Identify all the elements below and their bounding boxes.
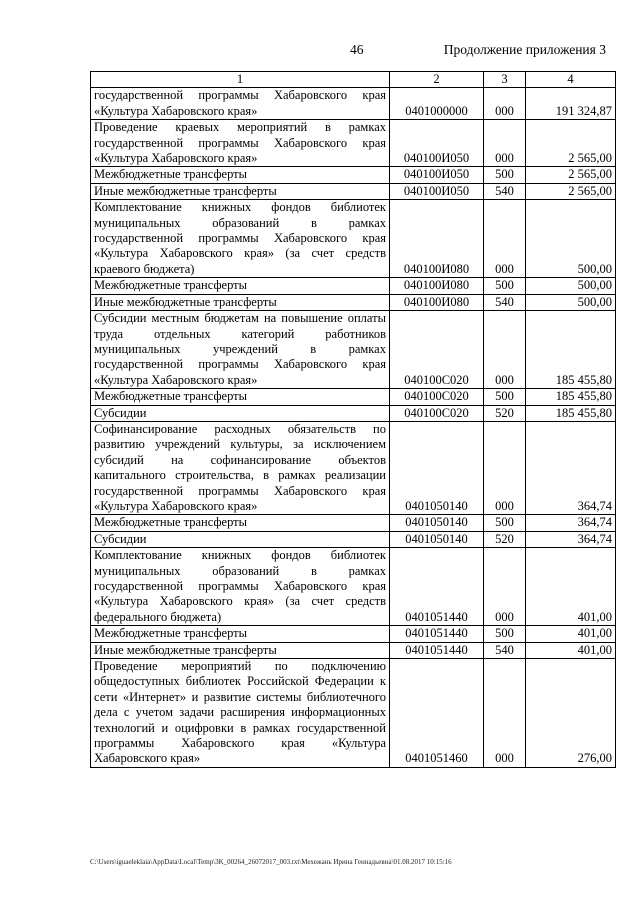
row-code-cell: 040100И050 (390, 120, 484, 167)
row-code-cell: 040100С020 (390, 311, 484, 389)
table-row (91, 278, 616, 294)
row-name-cell: Иные межбюджетные трансферты (91, 294, 390, 310)
row-kind-cell: 540 (484, 183, 526, 199)
row-kind-cell: 540 (484, 642, 526, 658)
table-row (91, 626, 616, 642)
row-kind-cell: 000 (484, 421, 526, 514)
row-amount-cell: 185 455,80 (526, 389, 616, 405)
row-amount-cell: 401,00 (526, 548, 616, 626)
table-row (91, 515, 616, 531)
row-name-cell: Комплектование книжных фондов библиотек муниципальных образований в рамках государственной программы Хабаровского края «Культура Хабаровского края» (за счет средств краевого бюджета) (91, 200, 390, 278)
budget-table (90, 71, 616, 768)
row-amount-cell: 500,00 (526, 278, 616, 294)
row-name-cell: Субсидии (91, 531, 390, 547)
row-code-cell: 0401050140 (390, 515, 484, 531)
row-amount-cell: 276,00 (526, 659, 616, 768)
row-kind-cell: 500 (484, 389, 526, 405)
table-row (91, 548, 616, 626)
row-code-cell: 040100С020 (390, 405, 484, 421)
table-row (91, 311, 616, 389)
row-amount-cell: 364,74 (526, 421, 616, 514)
table-row (91, 120, 616, 167)
row-kind-cell: 000 (484, 659, 526, 768)
row-kind-cell: 520 (484, 531, 526, 547)
row-name-cell: Субсидии (91, 405, 390, 421)
table-row (91, 659, 616, 768)
row-code-cell: 040100С020 (390, 389, 484, 405)
row-name-cell: государственной программы Хабаровского края «Культура Хабаровского края» (91, 88, 390, 120)
row-amount-cell: 500,00 (526, 200, 616, 278)
row-amount-cell: 364,74 (526, 531, 616, 547)
row-name-cell: Софинансирование расходных обязательств по развитию учреждений культуры, за исключением субсидий на софинансирование объектов капитального строительства, в рамках реализации государственной программы Хабаровского края «Культура Хабаровского края» (91, 421, 390, 514)
appendix-continuation-label: Продолжение приложения 3 (443, 42, 606, 57)
table-row (91, 531, 616, 547)
row-code-cell: 0401051440 (390, 548, 484, 626)
table-row (91, 389, 616, 405)
row-kind-cell: 500 (484, 167, 526, 183)
page-number: 46 (350, 42, 364, 57)
row-amount-cell: 2 565,00 (526, 120, 616, 167)
row-name-cell: Иные межбюджетные трансферты (91, 183, 390, 199)
table-row (91, 642, 616, 658)
row-kind-cell: 000 (484, 88, 526, 120)
row-code-cell: 0401050140 (390, 531, 484, 547)
row-kind-cell: 000 (484, 311, 526, 389)
row-amount-cell: 364,74 (526, 515, 616, 531)
row-code-cell: 0401051460 (390, 659, 484, 768)
row-name-cell: Межбюджетные трансферты (91, 167, 390, 183)
row-name-cell: Межбюджетные трансферты (91, 389, 390, 405)
table-row (91, 167, 616, 183)
page-header (0, 42, 640, 62)
row-kind-cell: 540 (484, 294, 526, 310)
table-row (91, 405, 616, 421)
row-amount-cell: 191 324,87 (526, 88, 616, 120)
row-code-cell: 040100И050 (390, 167, 484, 183)
row-kind-cell: 500 (484, 278, 526, 294)
row-code-cell: 0401000000 (390, 88, 484, 120)
row-amount-cell: 500,00 (526, 294, 616, 310)
row-name-cell: Комплектование книжных фондов библиотек муниципальных образований в рамках государственной программы Хабаровского края «Культура Хабаровского края» (за счет средств федерального бюджета) (91, 548, 390, 626)
row-kind-cell: 000 (484, 120, 526, 167)
table-row (91, 88, 616, 120)
row-name-cell: Проведение краевых мероприятий в рамках государственной программы Хабаровского края «Культура Хабаровского края» (91, 120, 390, 167)
row-amount-cell: 2 565,00 (526, 167, 616, 183)
row-name-cell: Иные межбюджетные трансферты (91, 642, 390, 658)
column-header: 3 (484, 72, 526, 88)
row-name-cell: Проведение мероприятий по подключению общедоступных библиотек Российской Федерации к сети «Интернет» и развитие системы библиотечного дела с учетом задачи расширения информационных технологий и оцифровки в рамках государственной программы Хабаровского края «Культура Хабаровского края» (91, 659, 390, 768)
row-name-cell: Субсидии местным бюджетам на повышение оплаты труда отдельных категорий работников муниципальных учреждений в рамках государственной программы Хабаровского края «Культура Хабаровского края» (91, 311, 390, 389)
table-row (91, 421, 616, 514)
row-kind-cell: 500 (484, 515, 526, 531)
table-row (91, 200, 616, 278)
row-code-cell: 0401050140 (390, 421, 484, 514)
column-header: 4 (526, 72, 616, 88)
row-name-cell: Межбюджетные трансферты (91, 626, 390, 642)
row-amount-cell: 401,00 (526, 642, 616, 658)
row-code-cell: 0401051440 (390, 626, 484, 642)
row-code-cell: 040100И080 (390, 278, 484, 294)
row-code-cell: 0401051440 (390, 642, 484, 658)
column-header: 2 (390, 72, 484, 88)
file-path-footer: C:\Users\iguaeleklaia\AppData\Local\Temp\3K_00264_26072017_003.txt\Мехежань Ирина Геннадьевна\01.08.2017 10:15:16 (90, 858, 452, 866)
table-row (91, 183, 616, 199)
row-name-cell: Межбюджетные трансферты (91, 515, 390, 531)
row-code-cell: 040100И080 (390, 294, 484, 310)
row-amount-cell: 185 455,80 (526, 311, 616, 389)
row-kind-cell: 520 (484, 405, 526, 421)
row-amount-cell: 2 565,00 (526, 183, 616, 199)
row-code-cell: 040100И050 (390, 183, 484, 199)
table-row (91, 294, 616, 310)
row-amount-cell: 185 455,80 (526, 405, 616, 421)
row-kind-cell: 000 (484, 548, 526, 626)
row-amount-cell: 401,00 (526, 626, 616, 642)
row-code-cell: 040100И080 (390, 200, 484, 278)
column-header: 1 (91, 72, 390, 88)
row-kind-cell: 000 (484, 200, 526, 278)
row-kind-cell: 500 (484, 626, 526, 642)
table-header-row (91, 72, 616, 88)
row-name-cell: Межбюджетные трансферты (91, 278, 390, 294)
